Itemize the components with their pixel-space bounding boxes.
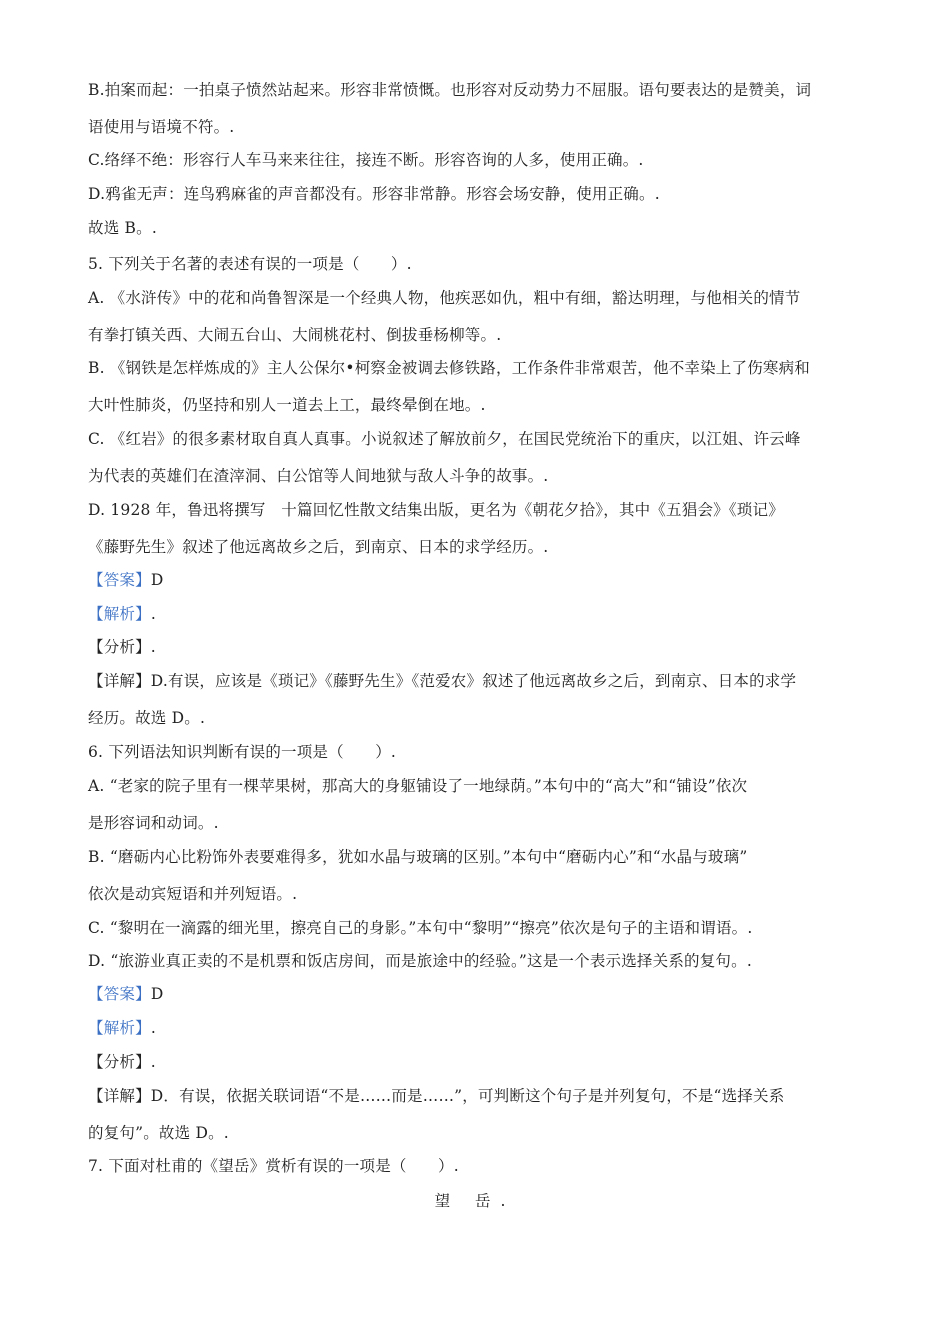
q5-detail-line1: 【详解】D.有误，应该是《琐记》《藤野先生》《范爱农》叙述了他远离故乡之后，到南京、日本的求学 bbox=[88, 672, 797, 690]
q6-option-a-line1: A. “老家的院子里有一棵苹果树，那高大的身躯铺设了一地绿荫。”本句中的“高大”和“铺设”依次 bbox=[88, 777, 748, 795]
q4-option-d: D.鸦雀无声：连鸟鸦麻雀的声音都没有。形容非常静。形容会场安静，使用正确。. bbox=[88, 185, 660, 203]
q5-option-a-line1: A. 《水浒传》中的花和尚鲁智深是一个经典人物，他疾恶如仇，粗中有细，豁达明理，与他相关的情节 bbox=[88, 289, 801, 307]
q6-fenxi: 【分析】. bbox=[88, 1053, 156, 1071]
q5-answer-value: D bbox=[150, 571, 164, 589]
q5-option-d-line1: D. 1928 年，鲁迅将撰写 十篇回忆性散文结集出版，更名为《朝花夕拾》，其中《五猖会》《琐记》 bbox=[88, 501, 784, 519]
q7-stem: 7. 下面对杜甫的《望岳》赏析有误的一项是（ ）. bbox=[88, 1157, 459, 1175]
q5-option-c-line1: C. 《红岩》的很多素材取自真人真事。小说叙述了解放前夕，在国民党统治下的重庆，以江姐、许云峰 bbox=[88, 430, 801, 448]
q5-analysis bbox=[88, 604, 156, 624]
q5-detail-line2: 经历。故选 D。. bbox=[88, 709, 206, 727]
q6-answer bbox=[88, 984, 163, 1004]
q5-option-b-line1: B. 《钢铁是怎样炼成的》主人公保尔•柯察金被调去修铁路，工作条件非常艰苦，他不幸染上了伤寒病和 bbox=[88, 359, 810, 377]
q4-conclusion: 故选 B。. bbox=[88, 219, 157, 237]
q5-answer-label: 【答案】 bbox=[88, 571, 151, 589]
q5-analysis-label: 【解析】 bbox=[88, 605, 151, 623]
q6-stem: 6. 下列语法知识判断有误的一项是（ ）. bbox=[88, 743, 397, 761]
q4-option-b-line2: 语使用与语境不符。. bbox=[88, 118, 235, 136]
q5-option-b-line2: 大叶性肺炎，仍坚持和别人一道去上工，最终晕倒在地。. bbox=[88, 396, 486, 414]
q6-detail-line2: 的复句”。故选 D。. bbox=[88, 1124, 229, 1142]
q6-option-b-line1: B. “磨砺内心比粉饰外表要难得多，犹如水晶与玻璃的区别。”本句中“磨砺内心”和“水晶与玻璃” bbox=[88, 848, 748, 866]
q5-option-c-line2: 为代表的英雄们在渣滓洞、白公馆等人间地狱与敌人斗争的故事。. bbox=[88, 467, 549, 485]
q6-detail-line1: 【详解】D．有误，依据关联词语“不是……而是……”，可判断这个句子是并列复句，不是“选择关系 bbox=[88, 1087, 785, 1105]
q5-answer bbox=[88, 570, 163, 590]
q5-stem: 5. 下列关于名著的表述有误的一项是（ ）. bbox=[88, 255, 412, 273]
q6-analysis-label: 【解析】 bbox=[88, 1019, 151, 1037]
q5-option-d-line2: 《藤野先生》叙述了他远离故乡之后，到南京、日本的求学经历。. bbox=[88, 538, 549, 556]
q6-analysis bbox=[88, 1018, 156, 1038]
q5-analysis-tail: . bbox=[150, 605, 156, 623]
q5-option-a-line2: 有拳打镇关西、大闹五台山、大闹桃花村、倒拔垂杨柳等。. bbox=[88, 326, 502, 344]
q6-answer-value: D bbox=[150, 985, 164, 1003]
q4-option-b-line1: B.拍案而起：一拍桌子愤然站起来。形容非常愤慨。也形容对反动势力不屈服。语句要表达的是赞美，词 bbox=[88, 81, 812, 99]
q6-answer-label: 【答案】 bbox=[88, 985, 151, 1003]
q6-option-d: D. “旅游业真正卖的不是机票和饭店房间，而是旅途中的经验。”这是一个表示选择关系的复句。. bbox=[88, 952, 752, 970]
q4-option-c: C.络绎不绝：形容行人车马来来往往，接连不断。形容咨询的人多，使用正确。. bbox=[88, 151, 644, 169]
q6-option-c: C. “黎明在一滴露的细光里，擦亮自己的身影。”本句中“黎明”“擦亮”依次是句子的主语和谓语。. bbox=[88, 919, 753, 937]
q7-poem-title: 望 岳. bbox=[434, 1192, 516, 1210]
q6-analysis-tail: . bbox=[150, 1019, 156, 1037]
q5-fenxi: 【分析】. bbox=[88, 638, 156, 656]
q6-option-b-line2: 依次是动宾短语和并列短语。. bbox=[88, 885, 298, 903]
q6-option-a-line2: 是形容词和动词。. bbox=[88, 814, 219, 832]
